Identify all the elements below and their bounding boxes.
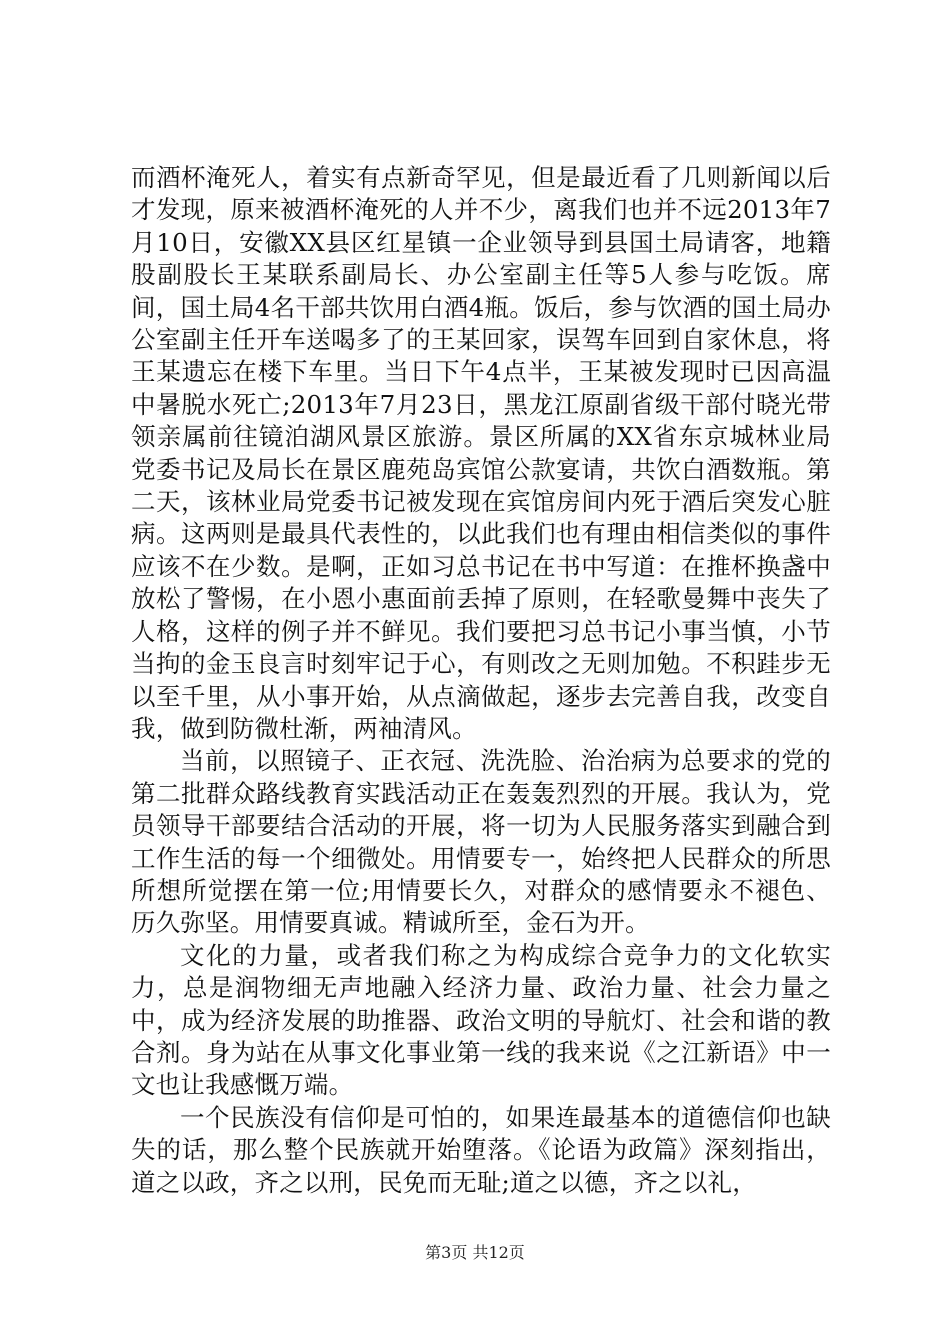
paragraph-1: 而酒杯淹死人，着实有点新奇罕见，但是最近看了几则新闻以后才发现，原来被酒杯淹死的人并不少，离我们也并不远2013年7月10日，安徽XX县区红星镇一企业领导到县国土局请客，地籍股副股长王某联系副局长、办公室副主任等5人参与吃饭。席间，国土局4名干部共饮用白酒4瓶。饭后，参与饮酒的国土局办公室副主任开车送喝多了的王某回家，误驾车回到自家休息，将王某遗忘在楼下车里。当日下午4点半，王某被发现时已因高温中暑脱水死亡;2013年7月23日，黑龙江原副省级干部付晓光带领亲属前往镜泊湖风景区旅游。景区所属的XX省东京城林业局党委书记及局长在景区鹿苑岛宾馆公款宴请，共饮白酒数瓶。第二天，该林业局党委书记被发现在宾馆房间内死于酒后突发心脏病。这两则是最具代表性的，以此我们也有理由相信类似的事件应该不在少数。是啊，正如习总书记在书中写道：在推杯换盏中放松了警惕，在小恩小惠面前丢掉了原则，在轻歌曼舞中丧失了人格，这样的例子并不鲜见。我们要把习总书记小事当慎，小节当拘的金玉良言时刻牢记于心，有则改之无则加勉。不积跬步无以至千里，从小事开始，从点滴做起，逐步去完善自我，改变自我，做到防微杜渐，两袖清风。	[131, 163, 831, 743]
paragraph-2: 当前，以照镜子、正衣冠、洗洗脸、治治病为总要求的党的第二批群众路线教育实践活动正在轰轰烈烈的开展。我认为，党员领导干部要结合活动的开展，将一切为人民服务落实到融合到工作生活的每一个细微处。用情要专一，始终把人民群众的所思所想所觉摆在第一位;用情要长久，对群众的感情要永不褪色、历久弥坚。用情要真诚。精诚所至，金石为开。	[131, 746, 831, 938]
paragraph-3: 文化的力量，或者我们称之为构成综合竞争力的文化软实力，总是润物细无声地融入经济力量、政治力量、社会力量之中，成为经济发展的助推器、政治文明的导航灯、社会和谐的教合剂。身为站在从事文化事业第一线的我来说《之江新语》中一文也让我感慨万端。	[131, 940, 831, 1100]
paragraph-4: 一个民族没有信仰是可怕的，如果连最基本的道德信仰也缺失的话，那么整个民族就开始堕落。《论语为政篇》深刻指出，道之以政，齐之以刑，民免而无耻;道之以德，齐之以礼，	[131, 1102, 831, 1197]
document-body	[131, 162, 831, 1199]
page-number-footer: 第3页 共12页	[425, 1243, 525, 1262]
